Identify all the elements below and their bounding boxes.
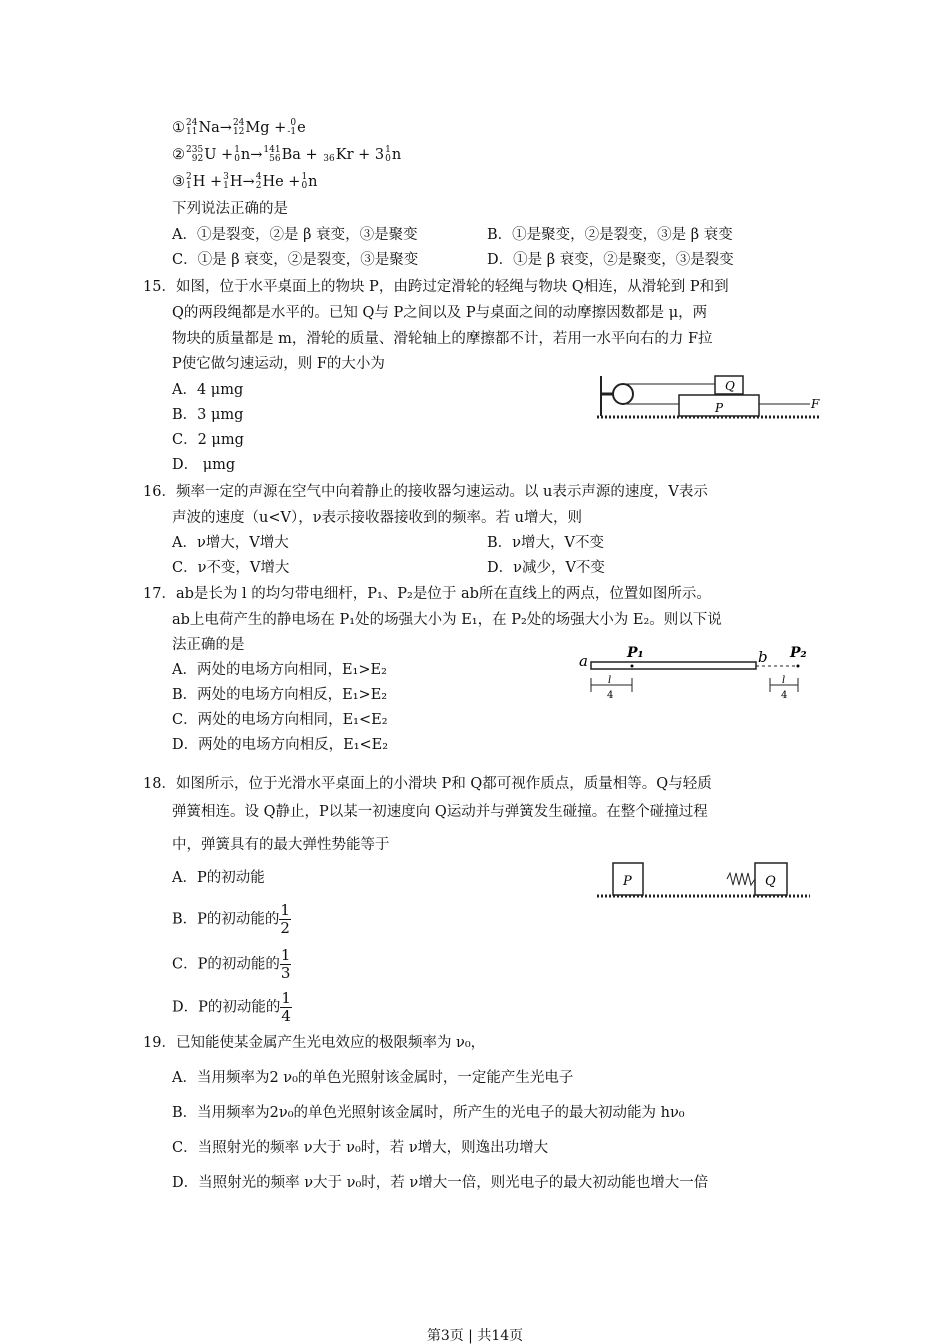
q19-option-d: D．当照射光的频率 ν大于 ν₀时，若 ν增大一倍，则光电子的最大初动能也增大一倍 (172, 1175, 709, 1191)
q15-option-d: D． μmg (172, 457, 236, 473)
p2-label: P₂ (790, 645, 807, 661)
q15-line: 15．如图，位于水平桌面上的物块 P，由跨过定滑轮的轻绳与物块 Q相连，从滑轮到 P和到 (143, 279, 729, 295)
q15-line: 物块的质量都是 m，滑轮的质量、滑轮轴上的摩擦都不计，若用一水平向右的力 F拉 (172, 331, 713, 347)
q19-option-c: C．当照射光的频率 ν大于 ν₀时，若 ν增大，则逸出功增大 (172, 1140, 549, 1156)
q17-line: ab上电荷产生的静电场在 P₁处的场强大小为 E₁，在 P₂处的场强大小为 E₂。则以下说 (172, 612, 722, 628)
spring-figure (595, 858, 815, 906)
q16-option-a: A．ν增大，V增大 (172, 535, 289, 551)
four-label: 4 (781, 690, 788, 700)
block-q-label: Q (725, 379, 735, 393)
q18-line: 18．如图所示，位于光滑水平桌面上的小滑块 P和 Q都可视作质点，质量相等。Q与轻质 (143, 776, 712, 792)
l-label: l (782, 675, 786, 686)
block-p-label: P (623, 874, 632, 889)
q18-option-b: B．P的初动能的 $\frac{1}{2}$ (172, 901, 290, 937)
q17-option-d: D．两处的电场方向相反，E₁<E₂ (172, 737, 389, 753)
q15-option-c: C．2 μmg (172, 432, 244, 448)
q18-option-d: D．P的初动能的 $\frac{1}{4}$ (172, 989, 291, 1025)
q15-option-b: B．3 μmg (172, 407, 244, 423)
q17-line: 法正确的是 (172, 637, 245, 653)
q19-line: 19．已知能使某金属产生光电效应的极限频率为 ν₀， (143, 1035, 486, 1051)
q16-option-b: B．ν增大，V不变 (487, 535, 604, 551)
q14-option-c: C．①是 β 衰变，②是裂变，③是聚变 (172, 252, 419, 268)
page-footer: 第3页 | 共14页 (426, 1328, 524, 1344)
q17-option-a: A．两处的电场方向相同，E₁>E₂ (172, 662, 387, 678)
force-f-label: F (811, 397, 820, 411)
q17-option-b: B．两处的电场方向相反，E₁>E₂ (172, 687, 388, 703)
end-b-label: b (758, 648, 768, 666)
q14-option-d: D．①是 β 衰变，②是聚变，③是裂变 (487, 252, 734, 268)
q16-option-d: D．ν减少，V不变 (487, 560, 605, 576)
q17-option-c: C．两处的电场方向相同，E₁<E₂ (172, 712, 388, 728)
block-q-label: Q (765, 874, 776, 889)
reaction-line: ② 235 92 U + 1 0 n→ 141 56 Ba + 36 Kr + 3 1 0 n (172, 145, 402, 164)
q16-option-c: C．ν不变，V增大 (172, 560, 290, 576)
q16-line: 16．频率一定的声源在空气中向着静止的接收器匀速运动。以 u表示声源的速度，V表示 (143, 484, 708, 500)
q15-option-a: A．4 μmg (172, 382, 244, 398)
block-p-label: P (715, 401, 724, 415)
four-label: 4 (607, 690, 614, 700)
q14-stem: 下列说法正确的是 (172, 201, 288, 217)
q19-option-b: B．当用频率为2ν₀的单色光照射该金属时，所产生的光电子的最大初动能为 hν₀ (172, 1105, 685, 1121)
l-label: l (608, 675, 612, 686)
q15-line: Q的两段绳都是水平的。已知 Q与 P之间以及 P与桌面之间的动摩擦因数都是 μ，两 (172, 305, 708, 321)
end-a-label: a (579, 652, 588, 670)
q14-option-a: A．①是裂变，②是 β 衰变，③是聚变 (172, 227, 418, 243)
pulley-figure (595, 372, 825, 422)
q16-line: 声波的速度（u<V），ν表示接收器接收到的频率。若 u增大，则 (172, 510, 582, 526)
reaction-line: ① 24 11 Na→ 24 12 Mg + 0 -1 e (172, 118, 306, 137)
q18-line: 中，弹簧具有的最大弹性势能等于 (172, 837, 390, 853)
q14-option-b: B．①是聚变，②是裂变，③是 β 衰变 (487, 227, 733, 243)
q18-option-a: A．P的初动能 (172, 870, 265, 886)
q17-line: 17．ab是长为 l 的均匀带电细杆，P₁、P₂是位于 ab所在直线上的两点，位置如图所示。 (143, 586, 711, 602)
q19-option-a: A．当用频率为2 ν₀的单色光照射该金属时，一定能产生光电子 (172, 1070, 574, 1086)
q15-line: P使它做匀速运动，则 F的大小为 (172, 356, 385, 372)
reaction-line: ③ 2 1 H + 3 1 H→ 4 2 He + 1 0 n (172, 172, 318, 191)
p1-label: P₁ (627, 645, 644, 661)
q18-line: 弹簧相连。设 Q静止，P以某一初速度向 Q运动并与弹簧发生碰撞。在整个碰撞过程 (172, 804, 708, 820)
rod-figure (575, 642, 815, 700)
q18-option-c: C．P的初动能的 $\frac{1}{3}$ (172, 946, 291, 982)
